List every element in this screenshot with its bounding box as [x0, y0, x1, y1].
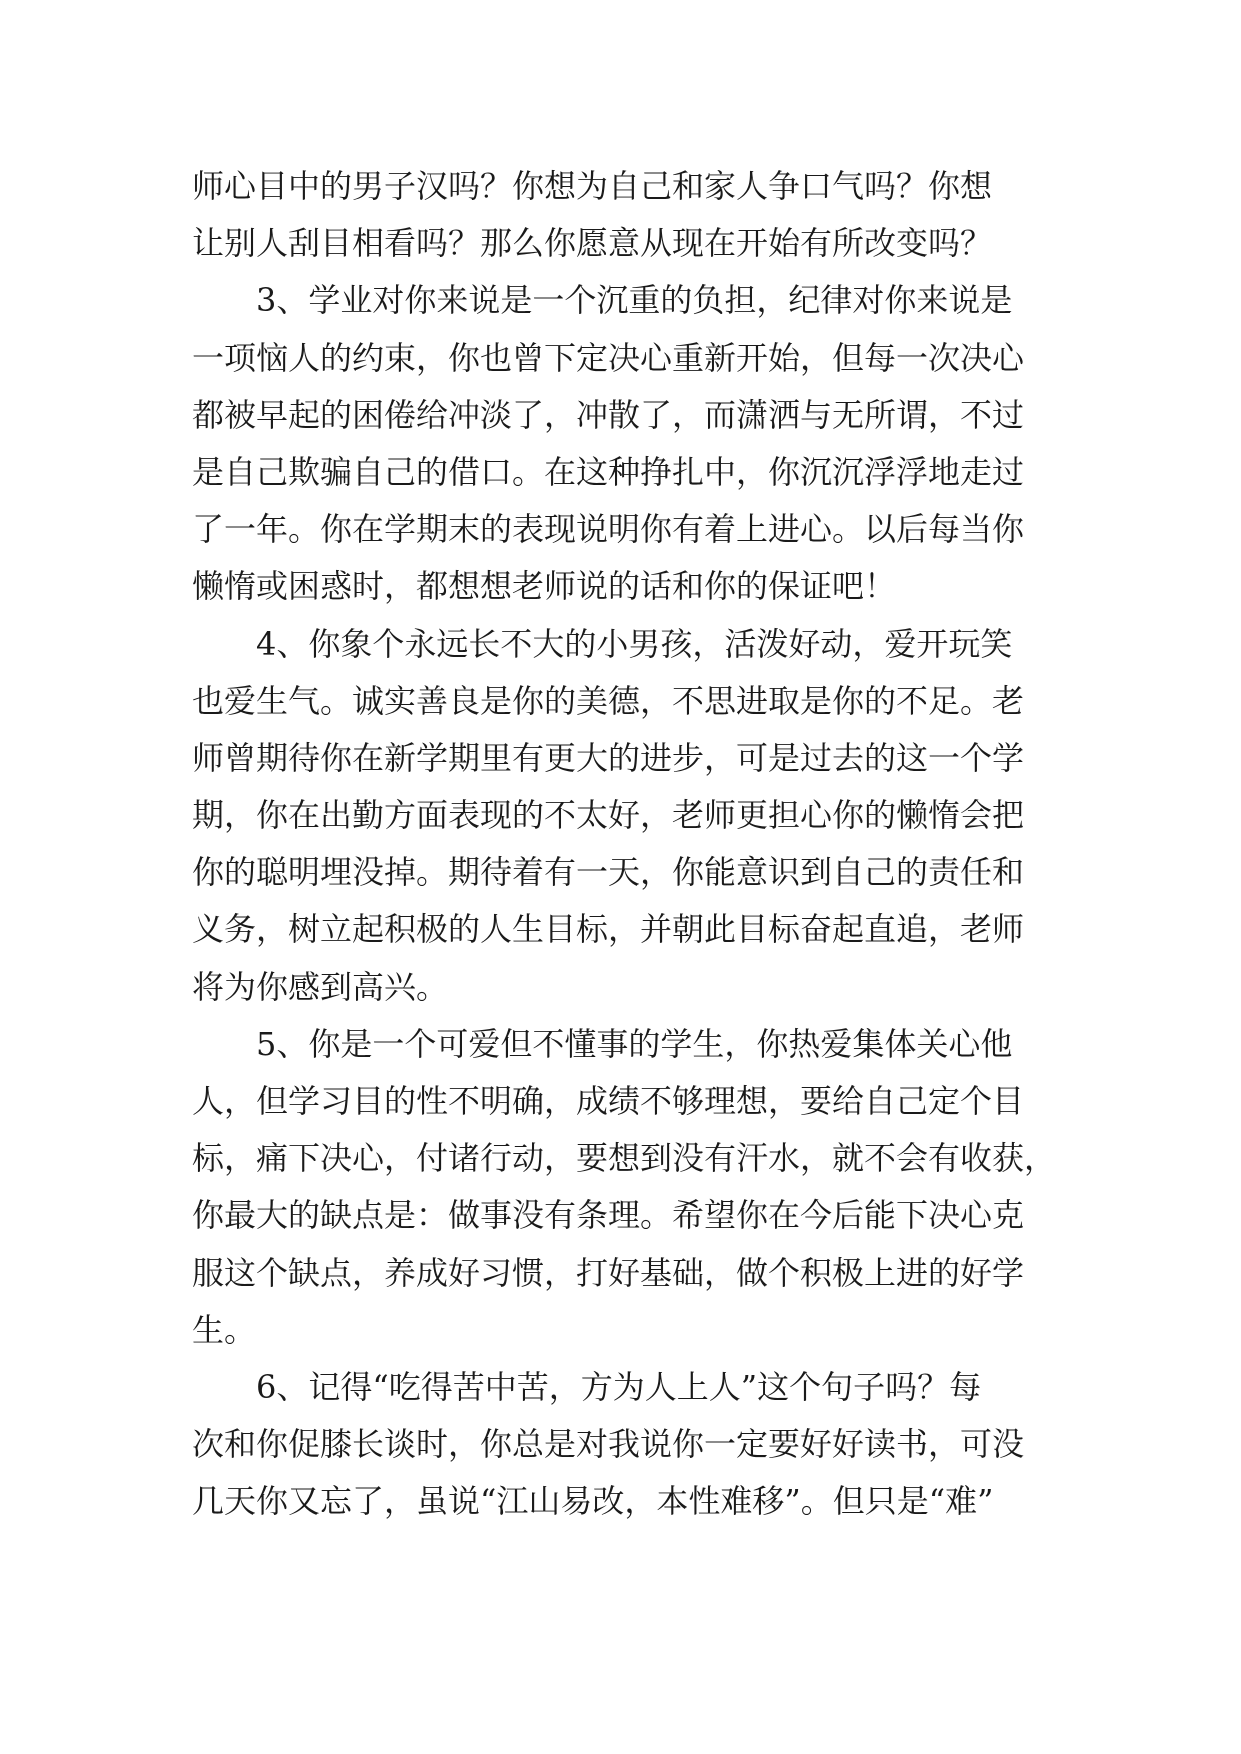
text-line: 标，痛下决心，付诸行动，要想到没有汗水，就不会有收获，: [192, 1139, 1057, 1178]
text-line: 服这个缺点，养成好习惯，打好基础，做个积极上进的好学: [192, 1253, 1025, 1292]
text-line: 让别人刮目相看吗？那么你愿意从现在开始有所改变吗？: [192, 224, 993, 263]
text-line: 5、你是一个可爱但不懂事的学生，你热爱集体关心他: [192, 1024, 1013, 1063]
text-line: 也爱生气。诚实善良是你的美德，不思进取是你的不足。老: [192, 681, 1025, 720]
text-line: 你的聪明埋没掉。期待着有一天，你能意识到自己的责任和: [192, 853, 1025, 892]
text-line: 懒惰或困惑时，都想想老师说的话和你的保证吧！: [192, 567, 897, 606]
text-line: 是自己欺骗自己的借口。在这种挣扎中，你沉沉浮浮地走过: [192, 452, 1025, 491]
document-body: [192, 158, 1062, 1531]
text-line: 你最大的缺点是：做事没有条理。希望你在今后能下决心克: [192, 1196, 1025, 1235]
text-line: 次和你促膝长谈时，你总是对我说你一定要好好读书，可没: [192, 1425, 1025, 1464]
text-line: 了一年。你在学期末的表现说明你有着上进心。以后每当你: [192, 510, 1025, 549]
text-line: 3、学业对你来说是一个沉重的负担，纪律对你来说是: [192, 281, 1013, 320]
text-line: 期，你在出勤方面表现的不太好，老师更担心你的懒惰会把: [192, 796, 1025, 835]
text-line: 师心目中的男子汉吗？你想为自己和家人争口气吗？你想: [192, 167, 993, 205]
text-line: 将为你感到高兴。: [192, 967, 449, 1006]
text-line: 师曾期待你在新学期里有更大的进步，可是过去的这一个学: [192, 738, 1025, 777]
text-line: 都被早起的困倦给冲淡了，冲散了，而潇洒与无所谓，不过: [192, 395, 1025, 434]
text-line: 几天你又忘了，虽说“江山易改，本性难移”。但只是“难”: [192, 1482, 994, 1521]
text-line: 人，但学习目的性不明确，成绩不够理想，要给自己定个目: [192, 1082, 1025, 1120]
text-line: 生。: [192, 1310, 257, 1349]
text-line: 一项恼人的约束，你也曾下定决心重新开始，但每一次决心: [192, 338, 1025, 377]
text-line: 4、你象个永远长不大的小男孩，活泼好动，爱开玩笑: [192, 624, 1013, 663]
text-line: 6、记得“吃得苦中苦，方为人上人”这个句子吗？每: [192, 1367, 982, 1406]
text-line: 义务，树立起积极的人生目标，并朝此目标奋起直追，老师: [192, 910, 1025, 949]
